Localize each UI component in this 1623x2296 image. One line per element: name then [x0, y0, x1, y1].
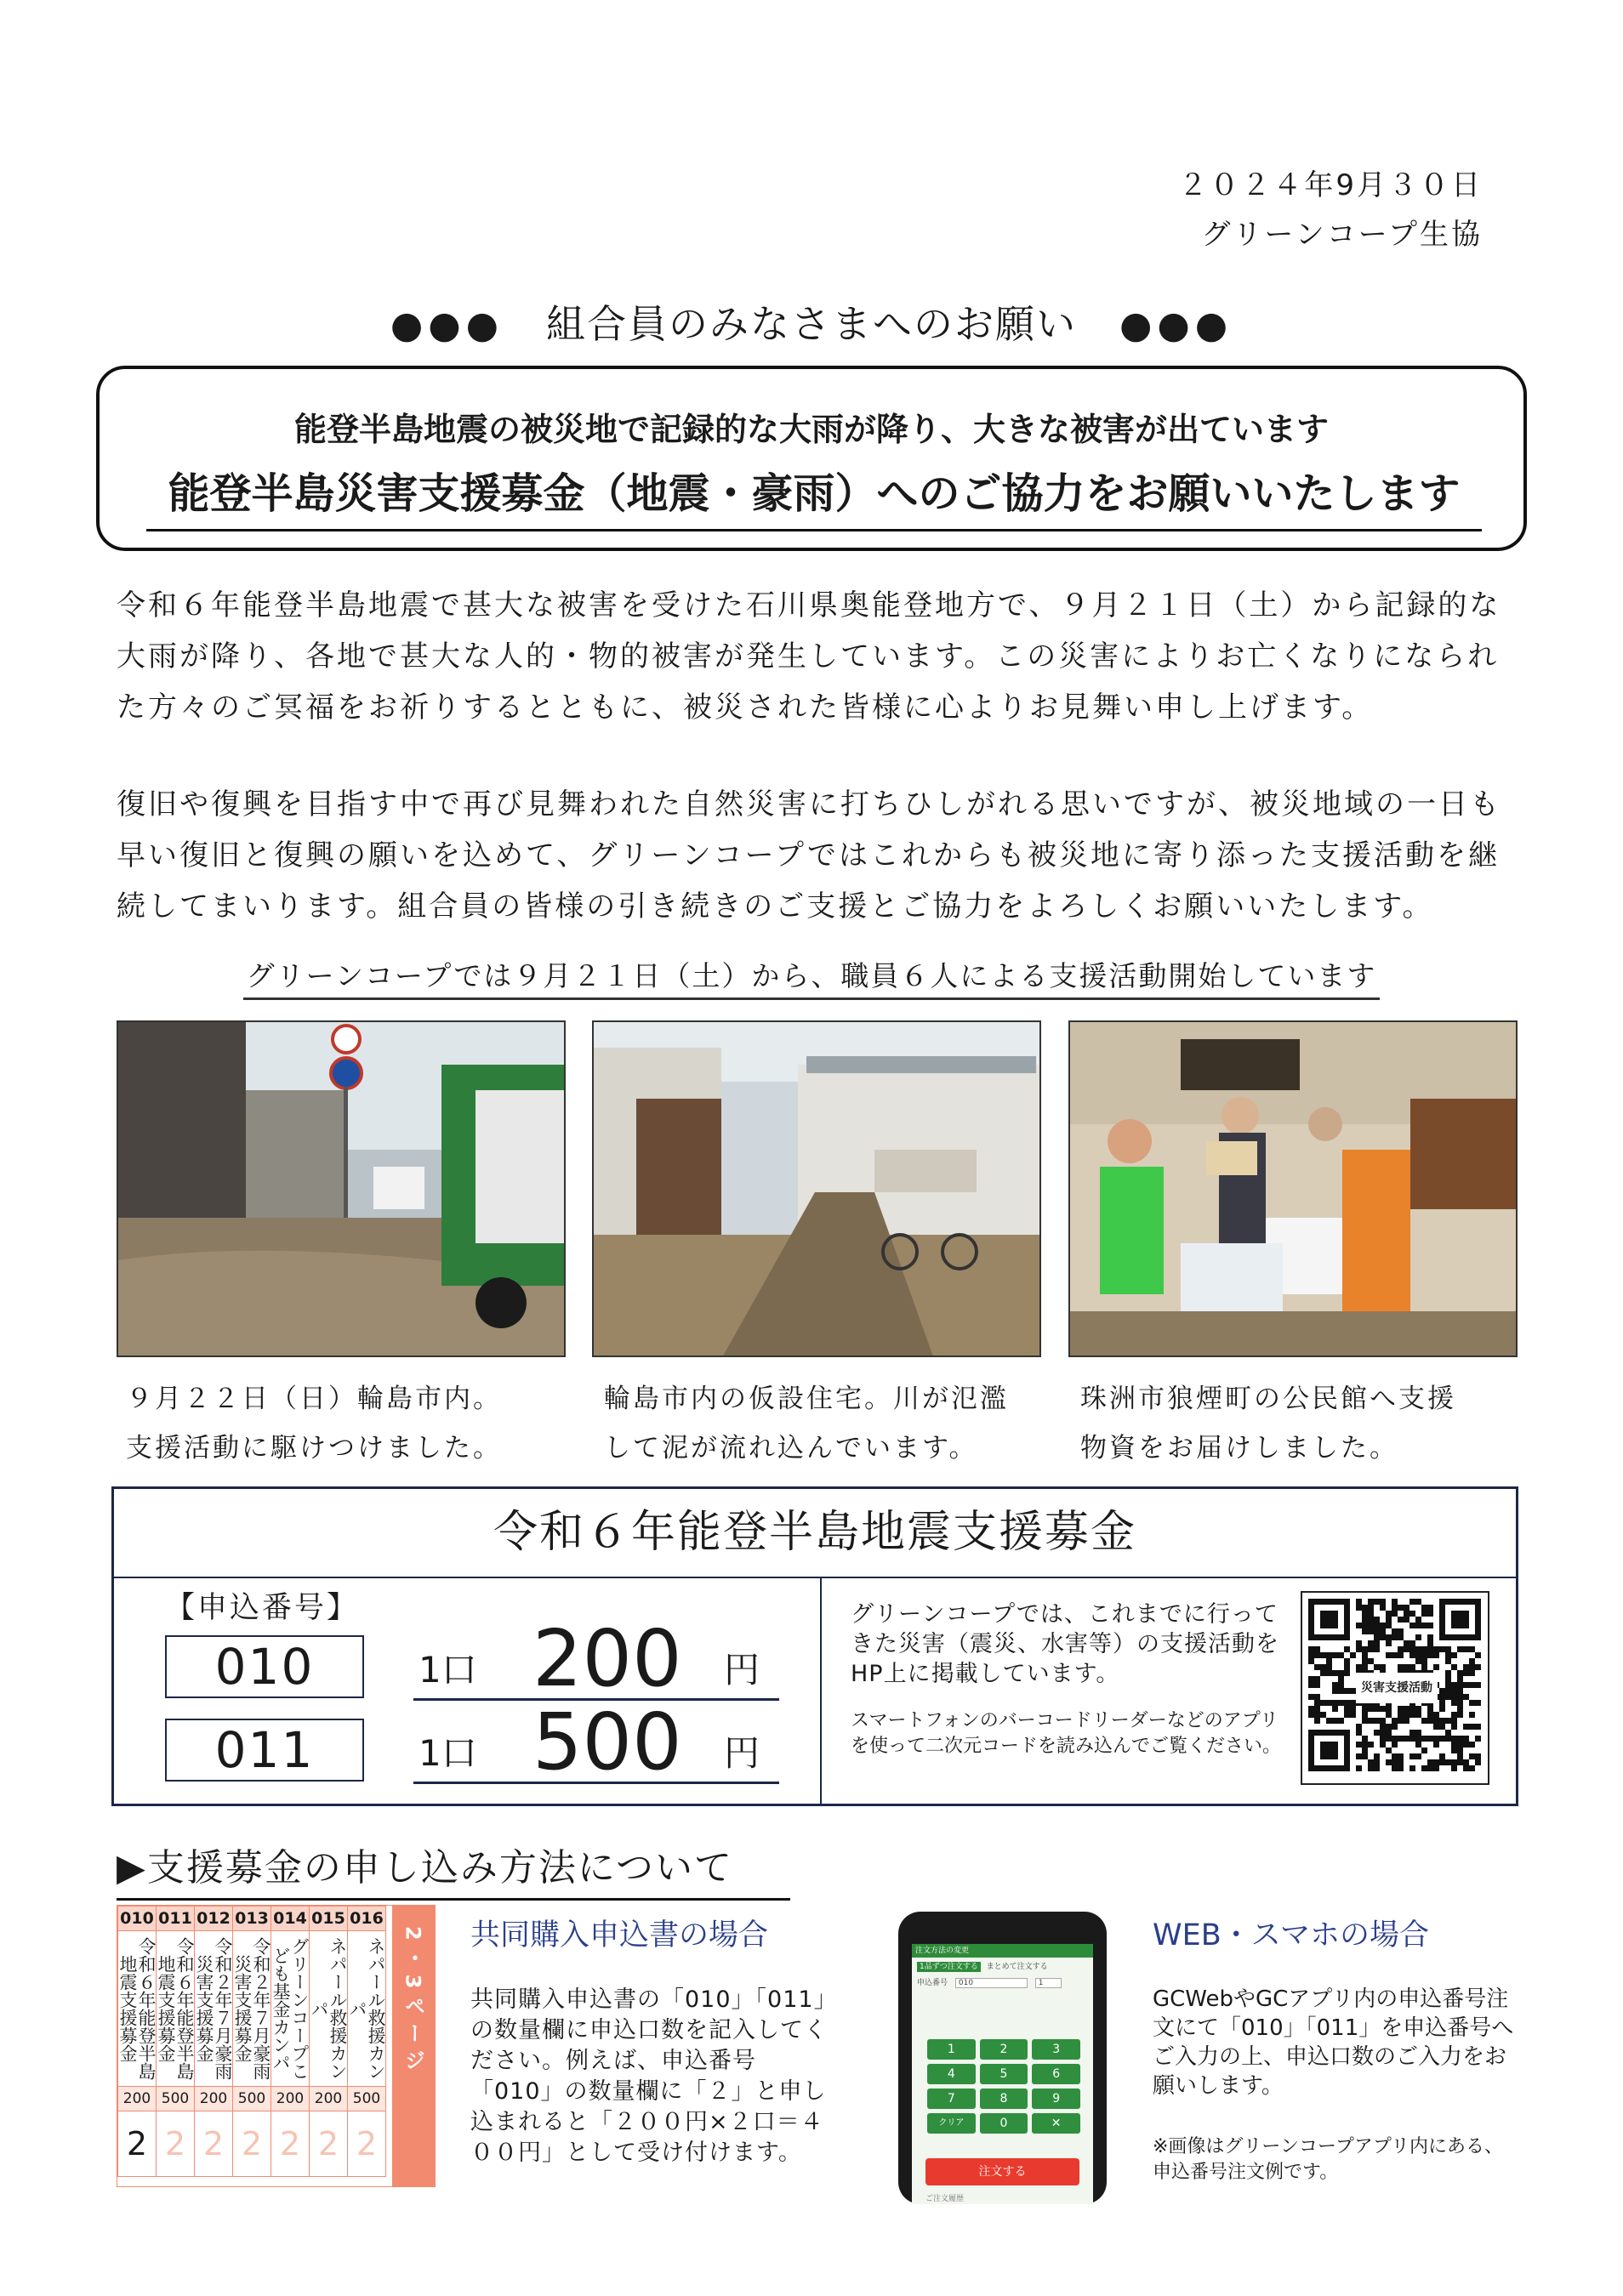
fund-amount-500: [413, 1696, 779, 1787]
order-form-codes-row: [118, 1907, 386, 1931]
form-name: 令和６年能登半島地震支援募金: [156, 1937, 195, 2080]
web-text: GCWebやGCアプリ内の申込番号注文にて「010」「011」を申込番号へご入力の上、申込口数のご入力をお願いします。: [1153, 1986, 1514, 2099]
photo-caption-1: [126, 1374, 502, 1473]
hp-info-text: グリーンコープでは、これまでに行ってきた災害（震災、水害等）の支援活動をHP上に掲載しています。: [851, 1601, 1279, 1687]
smartphone-mockup: [898, 1912, 1107, 2204]
organization-name: グリーンコープ生協: [1201, 218, 1483, 252]
headline-line2: 能登半島災害支援募金（地震・豪雨）へのご協力をお願いいたします: [146, 461, 1482, 531]
form-qty-placeholder: 2: [195, 2111, 233, 2177]
key-2[interactable]: 2: [980, 2039, 1028, 2060]
form-name-cell: [233, 1931, 271, 2087]
photo-caption-1-line2: 支援活動に駆けつけました。: [126, 1433, 502, 1463]
order-form-sample: [117, 1905, 436, 2187]
form-price: 200: [271, 2087, 310, 2111]
qr-label: 災害支援活動: [1356, 1673, 1438, 1703]
form-code: 010: [118, 1907, 157, 1931]
key-4[interactable]: 4: [927, 2064, 976, 2084]
photo-caption-1-line1: ９月２２日（日）輪島市内。: [126, 1384, 502, 1414]
form-name-cell: [157, 1931, 195, 2087]
fund-divider: [820, 1577, 822, 1806]
form-code: 014: [271, 1907, 310, 1931]
application-number-label: 【申込番号】: [165, 1591, 360, 1625]
photo-caption-2-line2: して泥が流れ込んでいます。: [604, 1433, 978, 1463]
order-form-table: [117, 1906, 386, 2177]
web-note: ※画像はグリーンコープアプリ内にある、申込番号注文例です。: [1153, 2136, 1504, 2183]
photo-community-hall: [1068, 1020, 1518, 1357]
form-code: 011: [157, 1907, 195, 1931]
photo-wajima-street-image: [118, 1022, 566, 1357]
form-name: ネパール救援カンパ: [347, 1937, 386, 2080]
photo-caption-3-line1: 珠洲市狼煙町の公民館へ支援: [1080, 1384, 1456, 1414]
fund-box: [111, 1486, 1518, 1806]
form-name-cell: [118, 1931, 157, 2087]
form-qty-placeholder: 2: [233, 2111, 271, 2177]
photo-community-hall-image: [1070, 1022, 1518, 1357]
form-price: 200: [118, 2087, 157, 2111]
form-qty-placeholder: 2: [310, 2111, 348, 2177]
title-dots-left: ●●●: [390, 304, 504, 347]
order-form-prices-row: [118, 2087, 386, 2111]
app-field-label: 申込番号: [917, 1979, 948, 1987]
key-0[interactable]: 0: [980, 2113, 1028, 2134]
photo-wajima-street: [117, 1020, 566, 1357]
form-page-label: 2・3ページ: [401, 1926, 425, 2077]
form-name-cell: [271, 1931, 310, 2087]
form-price: 500: [233, 2087, 271, 2111]
fund-code-011: 011: [165, 1719, 364, 1782]
form-name-cell: [310, 1931, 348, 2087]
photo-caption-2: [604, 1374, 1009, 1473]
fund-yen: 円: [724, 1732, 760, 1774]
form-page-tab: [392, 1906, 435, 2186]
app-field-row: [912, 1974, 1093, 1991]
joint-purchase-text: 共同購入申込書の「010」「011」の数量欄に申込口数を記入してください。例えば、申込番号「010」の数量欄に「２」と申し込まれると「２００円×２口＝４００円」として受け付けます。: [470, 1986, 828, 2166]
form-name: 令和６年能登半島地震支援募金: [117, 1937, 157, 2080]
order-form-names-row: [118, 1931, 386, 2087]
photo-caption-3: [1080, 1374, 1456, 1473]
key-6[interactable]: 6: [1032, 2064, 1080, 2084]
form-price: 200: [195, 2087, 233, 2111]
fund-amount-200: [413, 1613, 779, 1704]
key-delete[interactable]: ✕: [1032, 2113, 1080, 2134]
form-name: グリーンコープこども基金カンパ: [270, 1937, 310, 2080]
app-screen: [912, 1944, 1093, 2204]
headline-line1: 能登半島地震の被災地で記録的な大雨が降り、大きな被害が出ています: [293, 411, 1329, 448]
fund-code-010: 010: [165, 1635, 364, 1698]
form-name: ネパール救援カンパ: [309, 1937, 348, 2080]
qr-code[interactable]: [1301, 1591, 1489, 1785]
web-heading: WEB・スマホの場合: [1153, 1918, 1430, 1952]
body-paragraph-2: 復旧や復興を目指す中で再び見舞われた自然災害に打ちひしがれる思いですが、被災地域の一日も早い復旧と復興の願いを込めて、グリーンコープではこれからも被災地に寄り添った支援活動を継続してまいります。組合員の皆様の引き続きのご支援とご協力をよろしくお願いいたします。: [117, 787, 1501, 924]
fund-amount-value: 500: [532, 1696, 682, 1787]
headline-box: [96, 366, 1527, 551]
body-paragraph-1: 令和６年能登半島地震で甚大な被害を受けた石川県奥能登地方で、９月２１日（土）から記録的な大雨が降り、各地で甚大な人的・物的被害が発生しています。この災害によりお亡くなりになられた方々のご冥福をお祈りするとともに、被災された皆様に心よりお見舞い申し上げます。: [117, 588, 1501, 725]
activity-notice: [0, 954, 1623, 994]
photo-temporary-housing-image: [594, 1022, 1041, 1357]
form-price: 500: [157, 2087, 195, 2111]
app-footer: ご注文履歴: [925, 2195, 965, 2203]
form-name: 令和２年７月豪雨災害支援募金: [194, 1937, 233, 2080]
form-name-cell: [195, 1931, 233, 2087]
key-clear[interactable]: クリア: [927, 2113, 976, 2134]
key-3[interactable]: 3: [1032, 2039, 1080, 2060]
form-code: 015: [310, 1907, 348, 1931]
key-5[interactable]: 5: [980, 2064, 1028, 2084]
fund-unit: 1口: [419, 1649, 477, 1691]
fund-unit: 1口: [419, 1732, 477, 1774]
form-name-cell: [348, 1931, 386, 2087]
joint-purchase-heading: 共同購入申込書の場合: [470, 1918, 769, 1952]
form-price: 200: [310, 2087, 348, 2111]
app-code-input[interactable]: 010: [955, 1978, 1028, 1988]
fund-amount-value: 200: [532, 1613, 682, 1704]
form-qty-placeholder: 2: [271, 2111, 310, 2177]
form-qty-placeholder: 2: [157, 2111, 195, 2177]
app-tabs: [912, 1958, 1093, 1974]
key-8[interactable]: 8: [980, 2089, 1028, 2109]
app-bar: 注文方法の変更: [912, 1944, 1093, 1958]
app-keypad: [927, 2039, 1080, 2134]
how-to-heading: ▶支援募金の申し込み方法について: [117, 1837, 790, 1901]
key-9[interactable]: 9: [1032, 2089, 1080, 2109]
qr-instruction: スマートフォンのバーコードリーダーなどのアプリを使って二次元コードを読み込んでご覧ください。: [851, 1710, 1282, 1757]
issue-date: ２０２４年9月３０日: [1178, 168, 1483, 202]
fund-yen: 円: [724, 1649, 760, 1691]
form-qty-filled: 2: [118, 2111, 157, 2177]
form-code: 012: [195, 1907, 233, 1931]
order-button[interactable]: 注文する: [925, 2158, 1079, 2185]
title-dots-right: ●●●: [1119, 304, 1233, 347]
form-code: 016: [348, 1907, 386, 1931]
photo-caption-2-line1: 輪島市内の仮設住宅。川が氾濫: [604, 1384, 1009, 1414]
form-code: 013: [233, 1907, 271, 1931]
form-price: 500: [348, 2087, 386, 2111]
photo-temporary-housing: [592, 1020, 1041, 1357]
key-7[interactable]: 7: [927, 2089, 976, 2109]
app-qty-input[interactable]: 1: [1035, 1978, 1062, 1988]
order-form-qty-row: [118, 2111, 386, 2177]
fund-title: 令和６年能登半島地震支援募金: [114, 1489, 1516, 1578]
app-tab-bulk[interactable]: まとめて注文する: [986, 1963, 1048, 1971]
form-name: 令和２年７月豪雨災害支援募金: [232, 1937, 271, 2080]
activity-notice-text: グリーンコープでは９月２１日（土）から、職員６人による支援活動開始しています: [243, 959, 1381, 1000]
page-title: [0, 293, 1623, 350]
photo-caption-3-line2: 物資をお届けしました。: [1080, 1433, 1398, 1463]
form-qty-placeholder: 2: [348, 2111, 386, 2177]
app-tab-single[interactable]: 1品ずつ注文する: [917, 1962, 981, 1972]
title-text: 組合員のみなさまへのお願い: [546, 301, 1077, 347]
key-1[interactable]: 1: [927, 2039, 976, 2060]
